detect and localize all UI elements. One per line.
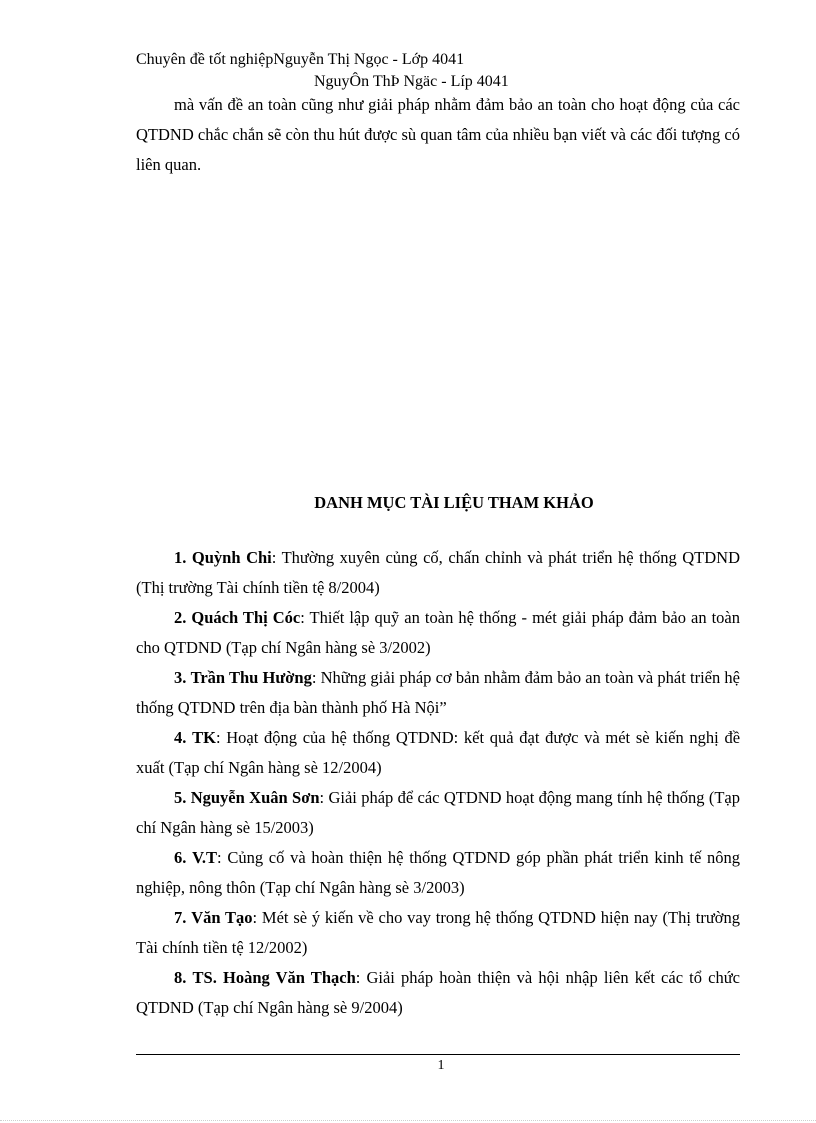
references-list: [136, 543, 740, 1023]
reference-item: [136, 663, 740, 723]
reference-author: Trần Thu Hường: [190, 668, 312, 687]
page-edge-divider: [0, 1120, 816, 1121]
reference-item: [136, 723, 740, 783]
reference-text: : Củng cố và hoàn thiện hệ thống QTDND góp phần phát triển kinh tế nông nghiệp, nông thôn (Tạp chí Ngân hàng sè 3/2003): [136, 848, 741, 897]
reference-author: V.T: [192, 848, 218, 867]
reference-number: 7.: [174, 908, 187, 927]
reference-author: Quách Thị Cóc: [191, 608, 301, 627]
reference-number: 8.: [174, 968, 187, 987]
reference-text: : Hoạt động của hệ thống QTDND: kết quả đạt được và mét sè kiến nghị đề xuất (Tạp chí Ngân hàng sè 12/2004): [136, 728, 741, 777]
reference-item: [136, 543, 740, 603]
reference-author: Quỳnh Chi: [191, 548, 272, 567]
reference-text: : Thường xuyên củng cố, chấn chỉnh và phát triển hệ thống QTDND (Thị trường Tài chính tiền tệ 8/2004): [136, 548, 740, 597]
reference-item: [136, 603, 740, 663]
reference-number: 6.: [174, 848, 187, 867]
reference-item: [136, 843, 740, 903]
reference-author: Văn Tạo: [191, 908, 253, 927]
references-title: DANH MỤC TÀI LIỆU THAM KHẢO: [314, 493, 594, 512]
reference-item: [136, 783, 740, 843]
reference-author: TS. Hoàng Văn Thạch: [192, 968, 356, 987]
reference-number: 5.: [174, 788, 187, 807]
reference-number: 2.: [174, 608, 187, 627]
footer-divider: [136, 1054, 740, 1055]
reference-number: 4.: [174, 728, 187, 747]
reference-number: 1.: [174, 548, 187, 567]
reference-number: 3.: [174, 668, 187, 687]
reference-text: : Mét sè ý kiến về cho vay trong hệ thống QTDND hiện nay (Thị trường Tài chính tiền tệ 12/2002): [136, 908, 740, 957]
intro-paragraph: mà vấn đề an toàn cũng như giải pháp nhằm đảm bảo an toàn cho hoạt động của các QTDND chắc chắn sẽ còn thu hút được sù quan tâm của nhiều bạn viết và các đối tượng có liên quan.: [136, 95, 740, 174]
reference-item: [136, 903, 740, 963]
intro-paragraph-block: [136, 90, 740, 180]
reference-author: Nguyễn Xuân Sơn: [190, 788, 320, 807]
reference-text: : Những giải pháp cơ bản nhằm đảm bảo an toàn và phát triển hệ thống QTDND trên địa bàn thành phố Hà Nội”: [136, 668, 740, 717]
page-number: 1: [437, 1058, 445, 1073]
reference-text: : Thiết lập quỹ an toàn hệ thống - mét giải pháp đảm bảo an toàn cho QTDND (Tạp chí Ngân hàng sè 3/2002): [136, 608, 741, 657]
reference-text: : Giải pháp hoàn thiện và hội nhập liên kết các tổ chức QTDND (Tạp chí Ngân hàng sè 9/2004): [136, 968, 741, 1017]
reference-text: : Giải pháp để các QTDND hoạt động mang tính hệ thống (Tạp chí Ngân hàng sè 15/2003): [136, 788, 741, 837]
reference-item: [136, 963, 740, 1023]
reference-author: TK: [192, 728, 216, 747]
running-header: Chuyên đề tốt nghiệpNguyễn Thị Ngọc - Lớp 4041: [136, 51, 465, 68]
running-header-garbled: NguyÔn ThÞ Ngäc - Líp 4041: [314, 73, 509, 90]
